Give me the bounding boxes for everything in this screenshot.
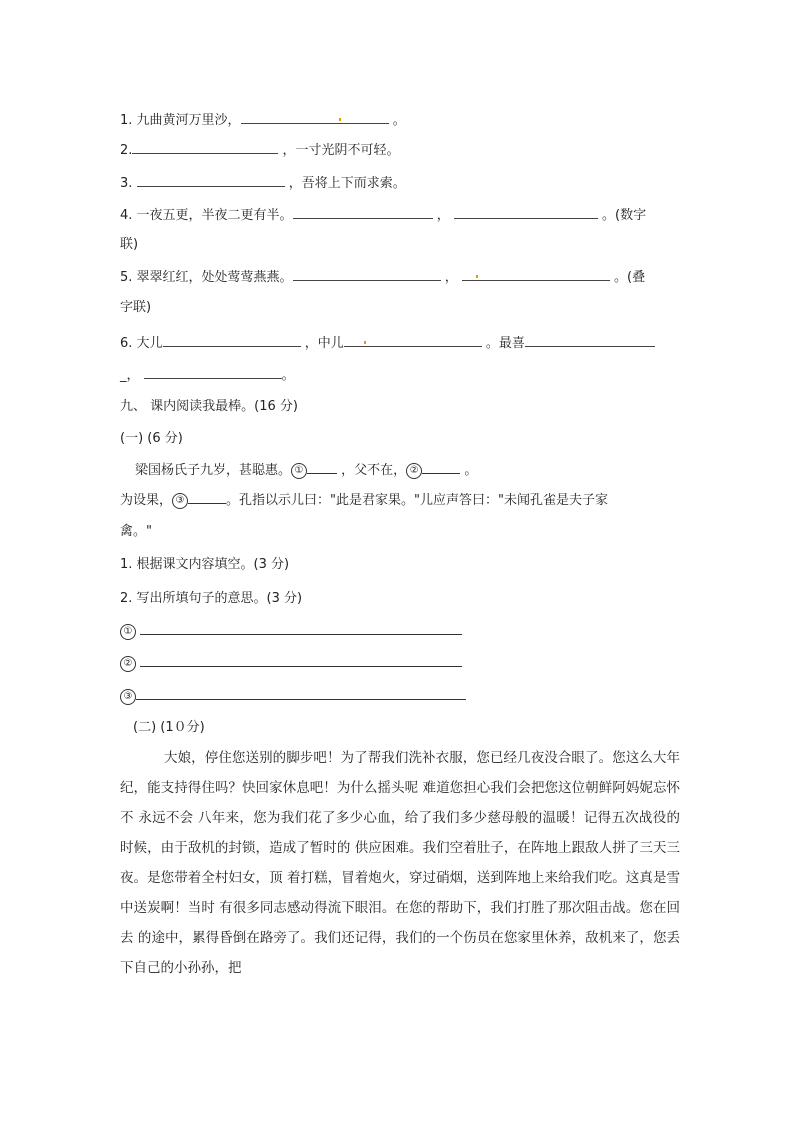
answer-blank[interactable] <box>132 140 278 154</box>
answer-blank[interactable] <box>140 654 462 667</box>
part-1-question-1: 1. 根据课文内容填空。(3 分) <box>120 557 290 572</box>
answer-blank[interactable] <box>344 333 482 347</box>
answer-blank[interactable] <box>293 205 433 219</box>
question-6: 6. 大儿 ，中儿 。最喜 <box>120 333 655 354</box>
answer-blank[interactable] <box>144 365 282 379</box>
answer-blank[interactable] <box>140 622 462 635</box>
answer-line-1: ① <box>120 622 462 642</box>
question-1: 1. 九曲黄河万里沙， 。 <box>120 110 406 131</box>
answer-line-3: ③ <box>120 687 466 707</box>
question-2: 2. ，一寸光阴不可轻。 <box>120 140 400 161</box>
answer-blank[interactable] <box>454 205 598 219</box>
question-6-continuation: _， 。 <box>120 365 295 386</box>
answer-blank[interactable] <box>525 333 655 347</box>
answer-blank[interactable] <box>307 460 337 474</box>
answer-blank[interactable] <box>462 267 610 281</box>
question-4: 4. 一夜五更，半夜二更有半。 ， 。(数字 <box>120 205 646 226</box>
part-1-label: (一) (6 分) <box>120 431 183 446</box>
question-5-continuation: 字联) <box>120 300 152 315</box>
answer-blank[interactable] <box>163 333 301 347</box>
question-3: 3. ，吾将上下而求索。 <box>120 173 406 194</box>
answer-line-2: ② <box>120 654 462 674</box>
passage-line-3: 禽。" <box>120 524 152 539</box>
answer-blank[interactable] <box>137 173 285 187</box>
part-1-question-2: 2. 写出所填句子的意思。(3 分) <box>120 591 303 606</box>
answer-blank[interactable] <box>188 490 226 504</box>
part-2-label: (二) (1０分) <box>133 720 205 735</box>
answer-blank[interactable] <box>422 460 460 474</box>
reading-passage: 大娘，停住您送别的脚步吧！为了帮我们洗补衣服，您已经几夜没合眼了。您这么大年纪，能支持得住吗？快回家休息吧！为什么摇头呢 难道您担心我们会把您这位朝鲜阿妈妮忘怀 不 永远不会 八年来，您为我们花了多少心血，给了我们多少慈母般的温暖！记得五次战役的时候，由于敌机的封锁，造成了暂时的 供应困难。我们空着肚子，在阵地上跟敌人拼了三天三夜。是您带着全村妇女，顶 着打糕，冒着炮火，穿过硝烟，送到阵地上来给我们吃。这真是雪中送炭啊！当时 有很多同志感动得流下眼泪。在您的帮助下，我们打胜了那次阻击战。您在回去 的途中，累得昏倒在路旁了。我们还记得，我们的一个伤员在您家里休养，敌机来了，您丢下自己的小孙孙，把 <box>120 750 680 976</box>
section-9-title: 九、 课内阅读我最棒。(16 分) <box>120 399 298 414</box>
passage-line-1: 梁国杨氏子九岁，甚聪惠。 ① ，父不在， ② 。 <box>135 460 477 481</box>
answer-blank[interactable] <box>293 267 441 281</box>
question-5: 5. 翠翠红红，处处莺莺燕燕。 ， 。(叠 <box>120 267 645 288</box>
passage-line-2: 为设果， ③ 。孔指以示儿曰："此是君家果。"儿应声答曰："未闻孔雀是夫子家 <box>120 490 608 511</box>
answer-blank[interactable] <box>241 110 389 124</box>
question-4-continuation: 联) <box>120 237 139 252</box>
answer-blank[interactable] <box>136 687 466 700</box>
